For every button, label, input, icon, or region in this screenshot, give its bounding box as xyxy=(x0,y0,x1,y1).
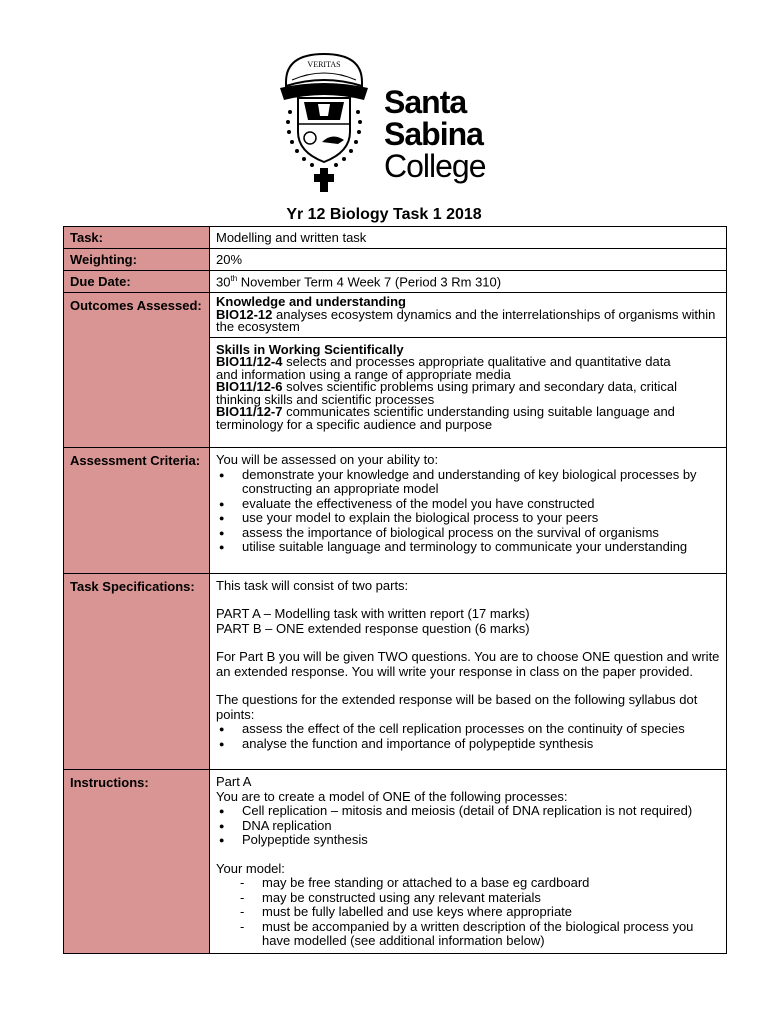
row-assessment-criteria xyxy=(64,448,727,574)
knowledge-heading: Knowledge and understanding xyxy=(216,294,406,310)
process-list xyxy=(216,804,720,848)
list-item: - must be accompanied by a written description of the biological process you have modelled (see additional information below) xyxy=(216,920,720,949)
label-assessment-criteria: Assessment Criteria: xyxy=(64,448,210,574)
due-detail: November Term 4 Week 7 (Period 3 Rm 310) xyxy=(237,274,502,290)
list-item: ● utilise suitable language and terminology to communicate your understanding xyxy=(216,540,720,555)
outcome-text-cont: and information using a range of appropriate media xyxy=(216,366,511,382)
instructions-content xyxy=(210,770,727,954)
criteria-list xyxy=(216,468,720,555)
row-due-date xyxy=(64,271,727,293)
outcome-bio12-12 xyxy=(216,306,720,335)
outcome-text: analyses ecosystem dynamics and the interrelationships of organisms within the ecosystem xyxy=(216,306,716,335)
row-instructions xyxy=(64,770,727,954)
outcome-code: BIO11/12-7 xyxy=(216,404,283,420)
list-item: - may be constructed using any relevant materials xyxy=(216,891,720,906)
model-heading: Your model: xyxy=(216,860,285,876)
list-item: ● assess the importance of biological process on the survival of organisms xyxy=(216,526,720,541)
list-item: - must be fully labelled and use keys where appropriate xyxy=(216,905,720,920)
specs-part-b: PART B – ONE extended response question (6 marks) xyxy=(216,620,530,636)
value-task: Modelling and written task xyxy=(210,227,727,249)
college-name-line3: College xyxy=(384,148,486,184)
label-due-date: Due Date: xyxy=(64,271,210,293)
criteria-intro: You will be assessed on your ability to: xyxy=(216,452,439,468)
row-task-specifications xyxy=(64,573,727,770)
list-item: ● DNA replication xyxy=(216,819,720,834)
outcome-text: solves scientific problems using primary and secondary data, critical xyxy=(282,379,678,395)
syllabus-list xyxy=(216,722,720,751)
task-table xyxy=(63,226,727,954)
outcomes-knowledge xyxy=(210,293,727,338)
row-weighting xyxy=(64,249,727,271)
outcome-text: selects and processes appropriate qualitative and quantitative data xyxy=(282,354,671,370)
due-day-suffix: th xyxy=(230,274,238,283)
label-outcomes: Outcomes Assessed: xyxy=(64,293,210,448)
label-task-specifications: Task Specifications: xyxy=(64,573,210,770)
instructions-part: Part A xyxy=(216,774,252,790)
row-task xyxy=(64,227,727,249)
college-logo xyxy=(278,52,498,194)
list-item: ● assess the effect of the cell replication processes on the continuity of species xyxy=(216,722,720,737)
list-item: ● Polypeptide synthesis xyxy=(216,833,720,848)
list-item: ● demonstrate your knowledge and understanding of key biological processes by constructing an appropriate model xyxy=(216,468,720,497)
label-weighting: Weighting: xyxy=(64,249,210,271)
specs-part-b-detail: For Part B you will be given TWO questions. You are to choose ONE question and write an extended response. You will write your response in class on the paper provided. xyxy=(216,649,720,679)
page-title: Yr 12 Biology Task 1 2018 xyxy=(286,206,482,223)
outcomes-skills xyxy=(210,337,727,448)
outcome-bio11-12-7 xyxy=(216,406,720,431)
specs-content xyxy=(210,573,727,770)
skills-heading: Skills in Working Scientifically xyxy=(216,341,404,357)
outcome-text-cont: thinking skills and scientific processes xyxy=(216,391,435,407)
outcome-code: BIO11/12-6 xyxy=(216,379,283,395)
model-requirements-list xyxy=(216,876,720,949)
value-weighting: 20% xyxy=(210,249,727,271)
crest-motto: VERITAS xyxy=(307,60,341,69)
list-item: - may be free standing or attached to a base eg cardboard xyxy=(216,876,720,891)
list-item: ● use your model to explain the biological process to your peers xyxy=(216,511,720,526)
label-instructions: Instructions: xyxy=(64,770,210,954)
specs-syllabus-intro: The questions for the extended response will be based on the following syllabus dot points: xyxy=(216,692,698,722)
list-item: ● evaluate the effectiveness of the model you have constructed xyxy=(216,497,720,512)
criteria-content xyxy=(210,448,727,574)
row-outcomes-knowledge xyxy=(64,293,727,338)
list-item: ● Cell replication – mitosis and meiosis (detail of DNA replication is not required) xyxy=(216,804,720,819)
label-task: Task: xyxy=(64,227,210,249)
outcome-text: communicates scientific understanding using suitable language and terminology for a specific audience and purpose xyxy=(216,404,675,432)
college-name-line2: Sabina xyxy=(384,116,483,152)
college-name-line1: Santa xyxy=(384,84,467,120)
outcome-code: BIO11/12-4 xyxy=(216,354,283,370)
instructions-intro: You are to create a model of ONE of the following processes: xyxy=(216,788,568,804)
specs-intro: This task will consist of two parts: xyxy=(216,577,409,593)
college-name xyxy=(384,86,486,182)
due-day: 30 xyxy=(216,274,231,290)
outcome-code: BIO12-12 xyxy=(216,306,273,322)
specs-part-a: PART A – Modelling task with written report (17 marks) xyxy=(216,606,530,622)
value-due-date xyxy=(210,271,727,293)
college-crest-icon xyxy=(278,52,370,194)
list-item: ● analyse the function and importance of polypeptide synthesis xyxy=(216,737,720,752)
